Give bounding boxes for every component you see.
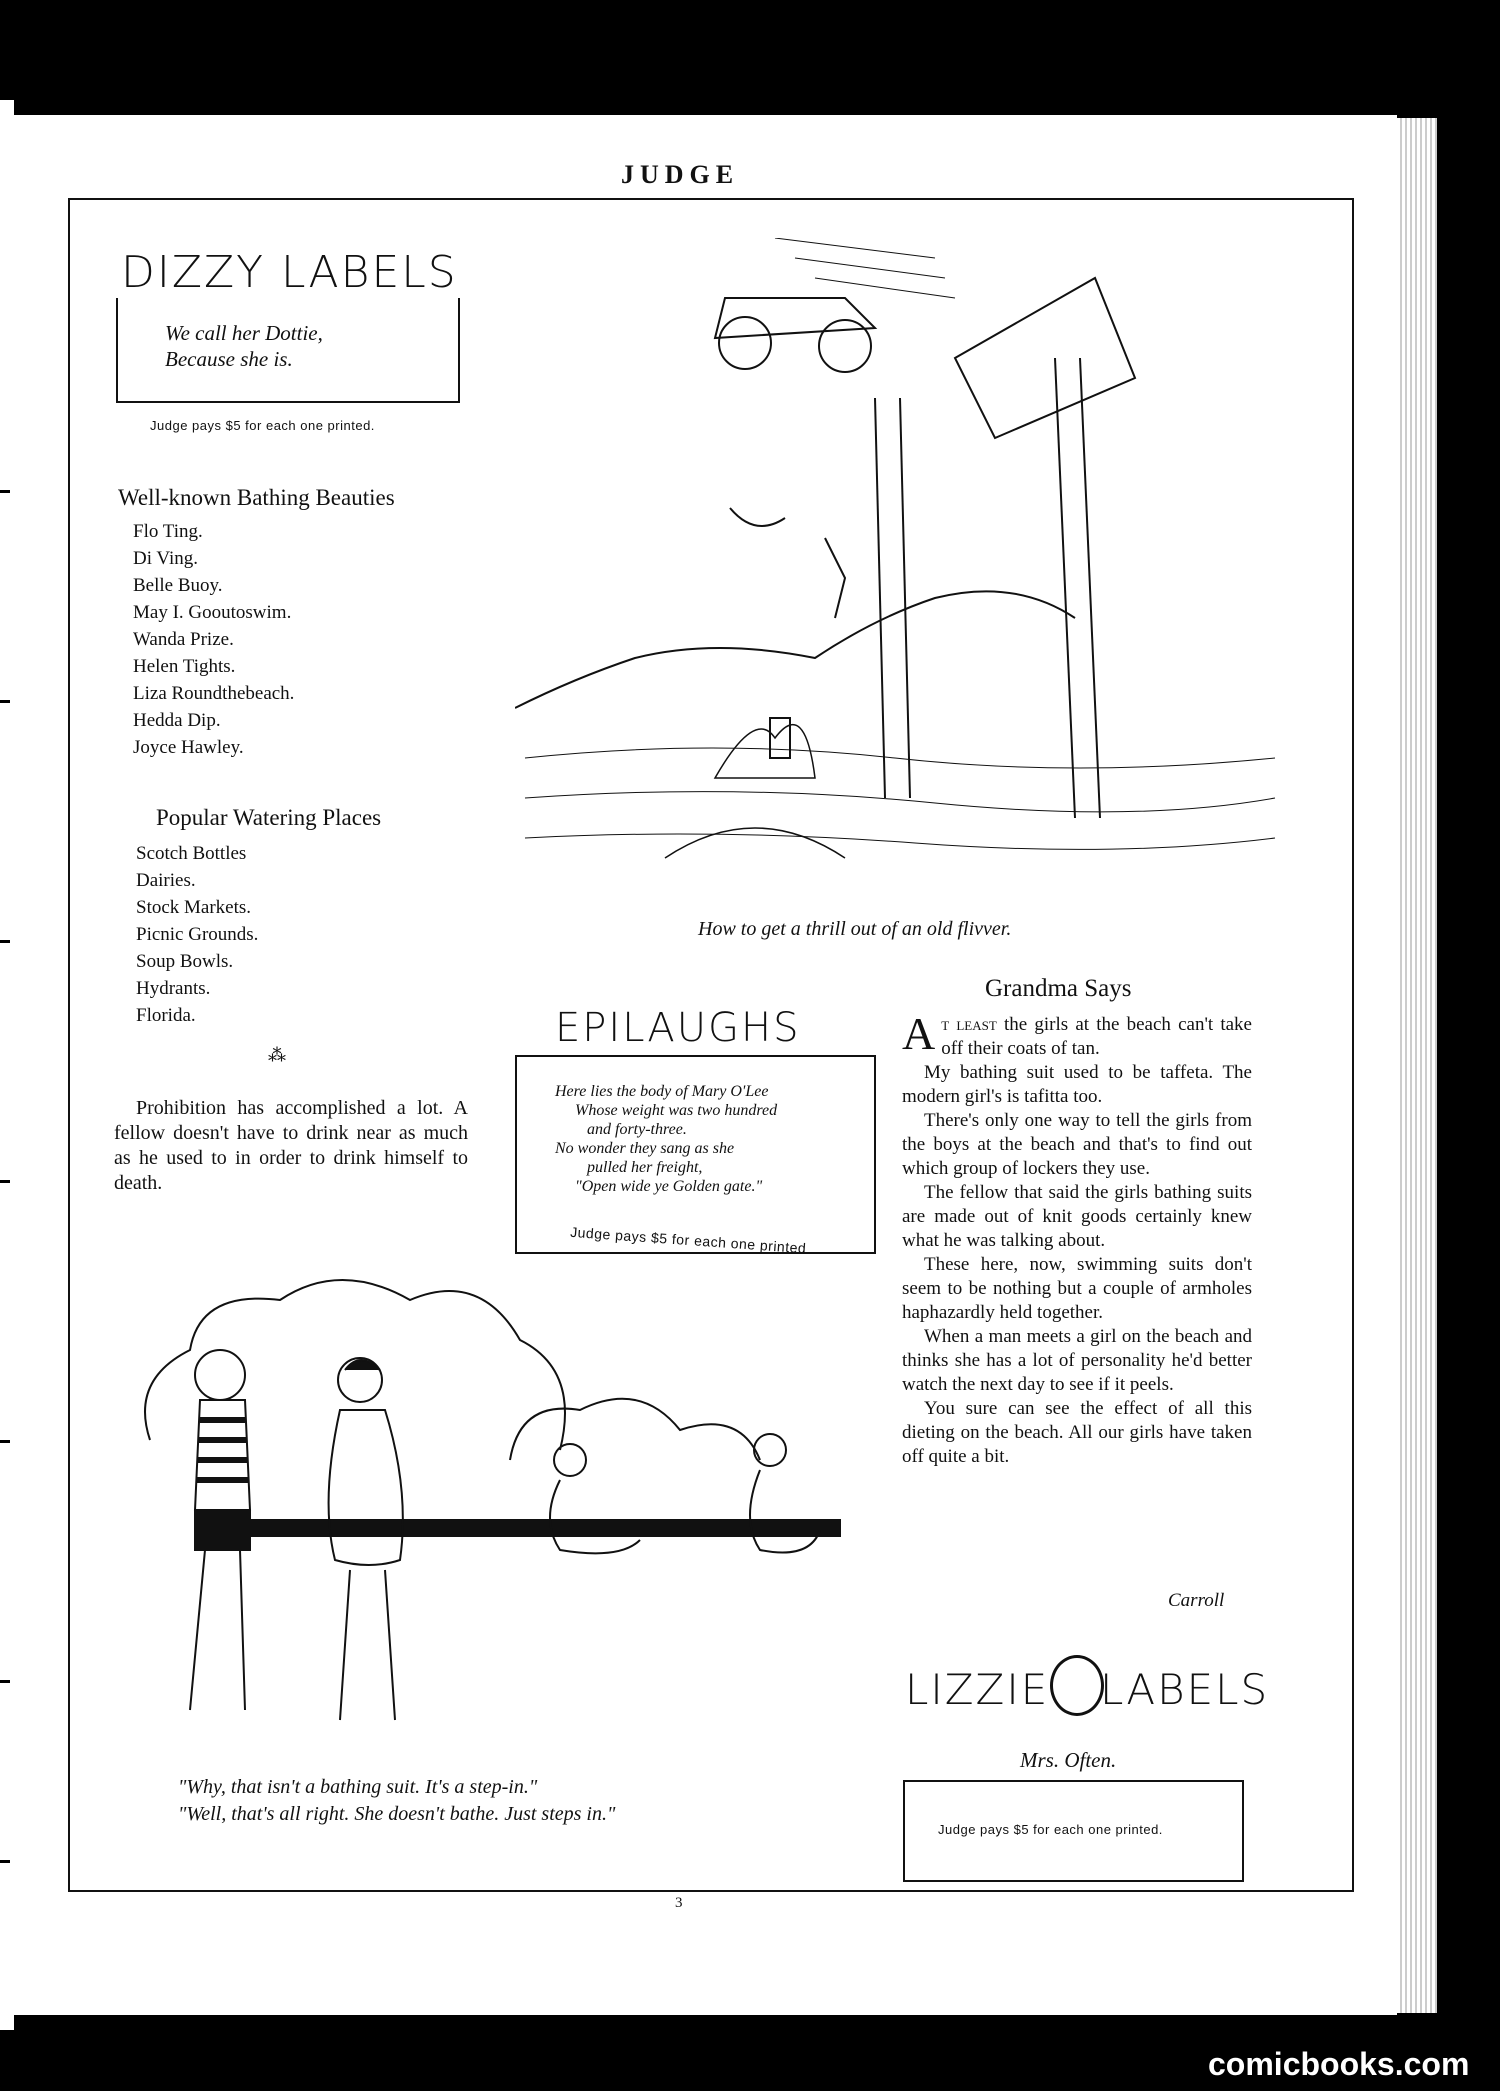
spine	[0, 100, 14, 2030]
list-item: Wanda Prize.	[133, 629, 234, 650]
page-edge	[1397, 118, 1437, 2013]
epilaughs-note: Judge pays $5 for each one printed	[569, 1223, 807, 1257]
flivver-diving-illustration	[515, 238, 1285, 908]
list-item: Di Ving.	[133, 548, 199, 569]
dizzy-labels-title: DIZZY LABELS	[115, 247, 464, 298]
watering-places-list	[136, 840, 258, 1029]
verse-line: pulled her freight,	[587, 1159, 703, 1176]
dizzy-labels-note: Judge pays $5 for each one printed.	[150, 418, 375, 433]
article-paragraph: You sure can see the effect of all this dieting on the beach. All our girls have taken off quite a bit.	[902, 1398, 1252, 1467]
dizzy-labels-text	[165, 320, 323, 372]
verse-line: Whose weight was two hundred	[575, 1102, 778, 1119]
lizzie-labels-note: Judge pays $5 for each one printed.	[938, 1822, 1163, 1837]
article-paragraph	[902, 1008, 1252, 1061]
lizzie-labels-title-right: LABELS	[1100, 1665, 1270, 1714]
lizzie-labels-text: Mrs. Often.	[1020, 1748, 1117, 1772]
list-item: Florida.	[136, 1005, 196, 1026]
dizzy-line-1: We call her Dottie,	[165, 321, 323, 345]
verse-line: "Open wide ye Golden gate."	[575, 1178, 763, 1195]
section-ornament: ⁂	[268, 1045, 286, 1065]
author-byline: Carroll	[1168, 1590, 1225, 1611]
page-number: 3	[675, 1895, 683, 1911]
spine-mark	[0, 1440, 10, 1443]
list-item: Helen Tights.	[133, 656, 236, 677]
lizzie-labels-ring	[1050, 1655, 1104, 1716]
spine-mark	[0, 1680, 10, 1683]
article-paragraph: There's only one way to tell the girls from the boys at the beach and that's to find out which group of lockers they use.	[902, 1110, 1252, 1179]
list-item: Belle Buoy.	[133, 575, 223, 596]
list-item: Liza Roundthebeach.	[133, 683, 295, 704]
lead-in: t least	[941, 1014, 997, 1035]
prohibition-paragraph: Prohibition has accomplished a lot. A fellow doesn't have to drink near as much as he used to in order to drink himself to death.	[114, 1097, 468, 1194]
list-item: May I. Gooutoswim.	[133, 602, 292, 623]
spine-mark	[0, 1860, 10, 1863]
grandma-says-article	[902, 1008, 1252, 1469]
bathing-beauties-heading: Well-known Bathing Beauties	[118, 485, 395, 510]
spine-mark	[0, 700, 10, 703]
site-watermark: comicbooks.com	[1208, 2046, 1470, 2082]
verse-line: No wonder they sang as she	[555, 1140, 735, 1157]
caption-line: "Why, that isn't a bathing suit. It's a step-in."	[178, 1776, 538, 1798]
drop-cap: A	[902, 1008, 936, 1059]
flivver-caption: How to get a thrill out of an old flivver.	[698, 918, 1012, 940]
grandma-says-heading: Grandma Says	[985, 975, 1132, 1002]
list-item: Hydrants.	[136, 978, 211, 999]
beach-cartoon-caption	[178, 1774, 615, 1828]
beach-cartoon-illustration	[120, 1260, 880, 1770]
list-item: Picnic Grounds.	[136, 924, 259, 945]
list-item: Soup Bowls.	[136, 951, 234, 972]
article-paragraph: My bathing suit used to be taffeta. The modern girl's is tafitta too.	[902, 1062, 1252, 1107]
watering-places-heading: Popular Watering Places	[156, 805, 382, 830]
article-paragraph: The fellow that said the girls bathing suits are made out of knit goods certainly knew what he was talking about.	[902, 1182, 1252, 1251]
epilaughs-verse	[555, 1082, 865, 1196]
lizzie-labels-title-left: LIZZIE	[905, 1665, 1050, 1714]
list-item: Hedda Dip.	[133, 710, 221, 731]
verse-line: and forty-three.	[587, 1121, 687, 1138]
spine-mark	[0, 940, 10, 943]
magazine-title: JUDGE	[620, 160, 740, 189]
paragraph-text: the girls at the beach can't take off their coats of tan.	[941, 1014, 1252, 1059]
bathing-beauties-list	[133, 518, 294, 761]
dizzy-line-2: Because she is.	[165, 347, 293, 371]
list-item: Stock Markets.	[136, 897, 252, 918]
article-paragraph: These here, now, swimming suits don't seem to be nothing but a couple of armholes haphazardly held together.	[902, 1254, 1252, 1323]
verse-line: Here lies the body of Mary O'Lee	[555, 1083, 769, 1100]
list-item: Joyce Hawley.	[133, 737, 244, 758]
spine-mark	[0, 490, 10, 493]
spine-mark	[0, 1180, 10, 1183]
list-item: Flo Ting.	[133, 521, 203, 542]
article-paragraph: When a man meets a girl on the beach and thinks she has a lot of personality he'd better watch the next day to see if it peels.	[902, 1326, 1252, 1395]
list-item: Scotch Bottles	[136, 843, 247, 864]
epilaughs-title: EPILAUGHS	[555, 1005, 801, 1051]
caption-line: "Well, that's all right. She doesn't bathe. Just steps in."	[178, 1803, 616, 1825]
list-item: Dairies.	[136, 870, 196, 891]
